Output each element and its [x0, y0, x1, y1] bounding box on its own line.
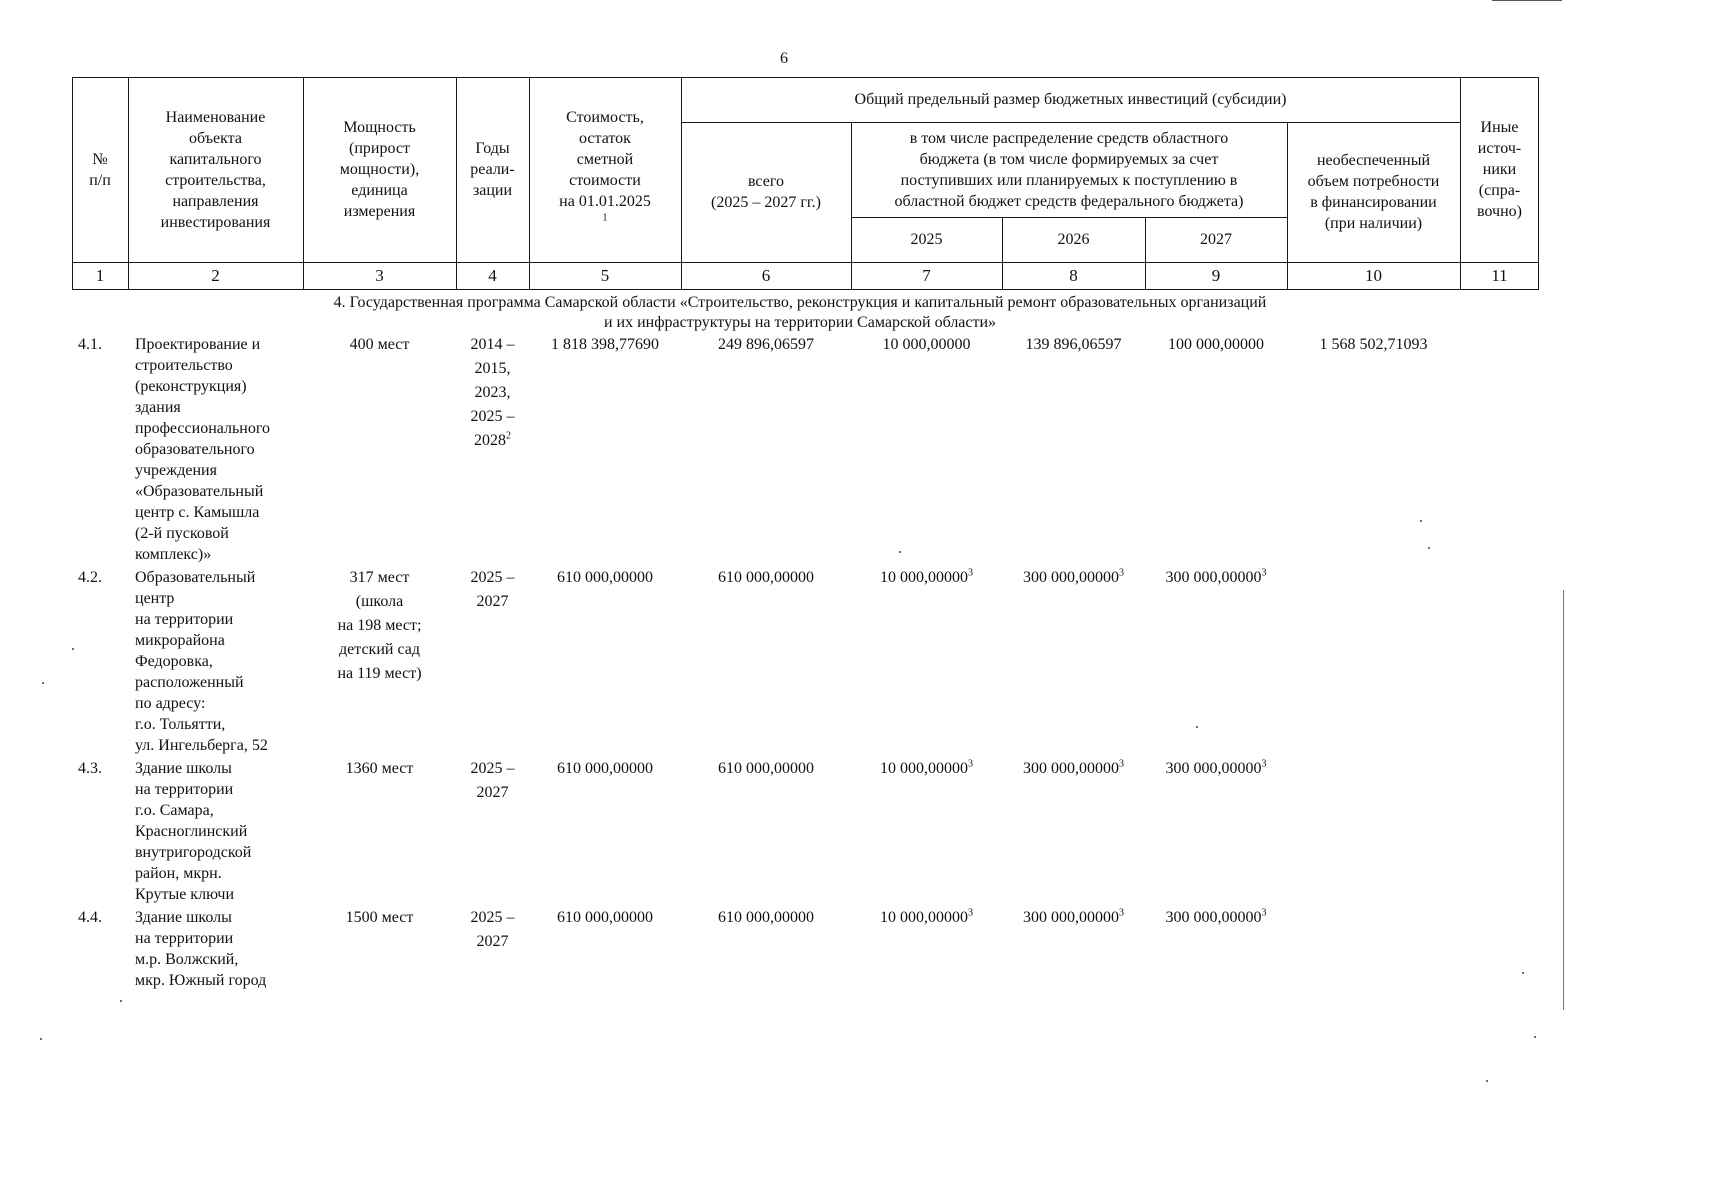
- column-number: 9: [1211, 266, 1221, 285]
- cell-text: (2-й пусковой: [135, 525, 229, 542]
- footnote-mark: 3: [968, 758, 973, 770]
- row-name: [135, 758, 303, 905]
- section-title: 4. Государственная программа Самарской области «Строительство, реконструкция и капитальный ремонт образовательных организаций и их инфраструктуры на территории Самарской области»: [333, 294, 1267, 331]
- row-y2025: [851, 334, 1002, 355]
- footnote-mark: 3: [1119, 907, 1124, 919]
- cell-text: ул. Ингельберга, 52: [135, 737, 268, 754]
- footnote-mark: 3: [1261, 567, 1267, 579]
- cell-text: 1 568 502,71093: [1319, 336, 1428, 353]
- cell-text: 300 000,00000: [1023, 909, 1119, 926]
- row-cost: [529, 907, 681, 928]
- cell-text: 300 000,00000: [1023, 569, 1119, 586]
- row-total: [681, 907, 851, 928]
- footnote-mark: 3: [1261, 758, 1267, 770]
- footnote-mark: 3: [1119, 567, 1124, 579]
- row-y2027: [1145, 567, 1287, 588]
- scan-speck: [1428, 547, 1430, 549]
- cell-text: район, мкрн.: [135, 865, 222, 882]
- row-num: [78, 334, 128, 355]
- cell-text: 2023,: [474, 384, 511, 401]
- cell-text: 2014 –: [470, 336, 515, 353]
- row-y2026: [1002, 758, 1145, 779]
- header-years: Годы реали- зации: [470, 140, 515, 199]
- row-num: [78, 758, 128, 779]
- cell-text: 1500 мест: [345, 909, 414, 926]
- row-years: [456, 907, 529, 955]
- cell-text: профессионального: [135, 420, 271, 437]
- cell-text: 2025 –: [470, 760, 515, 777]
- cell-text: г.о. Самара,: [135, 802, 214, 819]
- cell-text: 2027: [476, 784, 509, 801]
- cell-text: 2025 –: [470, 569, 515, 586]
- cell-text: 10 000,00000: [882, 336, 971, 353]
- column-number: 6: [761, 266, 771, 285]
- corner-mark: [1492, 0, 1562, 1]
- header-cost: Стоимость, остаток сметной стоимости на 01.01.2025 $^1$: [559, 108, 651, 224]
- header-year-2027: 2027: [1200, 231, 1232, 248]
- cell-text: на территории: [135, 930, 234, 947]
- row-capacity: [303, 334, 456, 358]
- footnote-mark: 3: [1261, 907, 1267, 919]
- cell-text: 610 000,00000: [557, 760, 653, 777]
- cell-text: на территории: [135, 611, 234, 628]
- cell-text: 300 000,00000: [1165, 909, 1262, 926]
- scan-speck: [40, 1038, 42, 1040]
- cell-text: 2027: [476, 593, 509, 610]
- cell-text: 10 000,00000: [880, 760, 968, 777]
- cell-text: 4.4.: [78, 909, 102, 926]
- header-unsecured: необеспеченный объем потребности в финансировании (при наличии): [1307, 152, 1440, 232]
- cell-text: Красноглинский: [135, 823, 248, 840]
- row-capacity: [303, 758, 456, 782]
- cell-text: 1360 мест: [345, 760, 414, 777]
- header-capacity: Мощность (прирост мощности), единица измерения: [339, 119, 420, 220]
- cell-text: Здание школы: [135, 760, 232, 777]
- page-number: 6: [780, 50, 788, 67]
- cell-text: на 119 мест): [337, 665, 422, 682]
- cell-text: 400 мест: [349, 336, 410, 353]
- cell-text: расположенный: [135, 674, 244, 691]
- cell-text: г.о. Тольятти,: [135, 716, 226, 733]
- scan-speck: [1196, 726, 1198, 728]
- row-years: [456, 758, 529, 806]
- scan-speck: [72, 648, 74, 650]
- column-number: 11: [1491, 266, 1508, 285]
- cell-text: 2025 –: [470, 408, 515, 425]
- row-name: [135, 907, 303, 991]
- header-number: № п/п: [89, 150, 111, 189]
- column-number: 3: [375, 266, 384, 285]
- row-unsecured: [1287, 567, 1460, 588]
- scan-speck: [1486, 1080, 1488, 1082]
- column-number: 10: [1365, 266, 1382, 285]
- footnote-mark: 1: [602, 212, 608, 224]
- cell-text: 2025 –: [470, 909, 515, 926]
- scan-speck: [1420, 520, 1422, 522]
- grid-line: [72, 262, 1539, 263]
- row-cost: [529, 758, 681, 779]
- row-years: [456, 334, 529, 454]
- row-y2026: [1002, 334, 1145, 355]
- cell-text: центр с. Камышла: [135, 504, 260, 521]
- cell-text: 2028: [474, 432, 506, 449]
- row-y2027: [1145, 334, 1287, 355]
- row-num: [78, 567, 128, 588]
- cell-text: 10 000,00000: [880, 569, 968, 586]
- cell-text: 610 000,00000: [718, 909, 814, 926]
- footnote-mark: 3: [968, 907, 973, 919]
- cell-text: 139 896,06597: [1025, 336, 1122, 353]
- cell-text: 610 000,00000: [557, 909, 653, 926]
- cell-text: Крутые ключи: [135, 886, 235, 903]
- cell-text: 300 000,00000: [1165, 569, 1262, 586]
- row-name: [135, 567, 303, 756]
- cell-text: 610 000,00000: [718, 760, 814, 777]
- cell-text: 100 000,00000: [1168, 336, 1264, 353]
- row-years: [456, 567, 529, 615]
- header-other-sources: Иные источ- ники (спра- вочно): [1477, 119, 1522, 220]
- footnote-mark: 3: [968, 567, 973, 579]
- cell-text: на 198 мест;: [337, 617, 422, 634]
- row-capacity: [303, 907, 456, 931]
- row-y2025: [851, 907, 1002, 928]
- cell-text: по адресу:: [135, 695, 206, 712]
- row-y2026: [1002, 567, 1145, 588]
- cell-text: образовательного: [135, 441, 255, 458]
- row-y2027: [1145, 907, 1287, 928]
- cell-text: внутригородской: [135, 844, 252, 861]
- column-number: 2: [211, 266, 220, 285]
- header-subgroup-title: в том числе распределение средств областного бюджета (в том числе формируемых за счет поступивших или планируемых к поступлению в областной бюджет средств федерального бюджета): [894, 129, 1244, 210]
- cell-text: здания: [135, 399, 181, 416]
- row-unsecured: [1287, 334, 1460, 355]
- column-number: 4: [488, 266, 497, 285]
- cell-text: детский сад: [339, 641, 420, 658]
- cell-text: микрорайона: [135, 632, 225, 649]
- row-y2026: [1002, 907, 1145, 928]
- cell-text: 1 818 398,77690: [551, 336, 659, 353]
- cell-text: 10 000,00000: [880, 909, 968, 926]
- cell-text: строительство: [135, 357, 233, 374]
- cell-text: учреждения: [135, 462, 217, 479]
- row-y2027: [1145, 758, 1287, 779]
- cell-text: комплекс)»: [135, 546, 212, 563]
- row-unsecured: [1287, 758, 1460, 779]
- cell-text: 249 896,06597: [718, 336, 814, 353]
- row-unsecured: [1287, 907, 1460, 928]
- cell-text: 610 000,00000: [718, 569, 814, 586]
- row-num: [78, 907, 128, 928]
- cell-text: Образовательный: [135, 569, 256, 586]
- header-year-2026: 2026: [1057, 231, 1090, 248]
- column-number: 1: [95, 266, 105, 285]
- row-total: [681, 758, 851, 779]
- cell-text: мкр. Южный город: [135, 972, 267, 989]
- cell-text: 610 000,00000: [557, 569, 653, 586]
- scan-edge: [1563, 590, 1564, 1010]
- scan-speck: [1522, 972, 1524, 974]
- row-y2025: [851, 567, 1002, 588]
- cell-text: 2027: [476, 933, 509, 950]
- cell-text: 300 000,00000: [1165, 760, 1262, 777]
- footnote-mark: 3: [1119, 758, 1124, 770]
- column-number: 8: [1069, 266, 1078, 285]
- cell-text: на территории: [135, 781, 234, 798]
- row-y2025: [851, 758, 1002, 779]
- cell-text: 4.2.: [78, 569, 102, 586]
- row-cost: [529, 334, 681, 355]
- row-total: [681, 567, 851, 588]
- cell-text: 317 мест: [349, 569, 410, 586]
- cell-text: Здание школы: [135, 909, 232, 926]
- cell-text: центр: [135, 590, 175, 607]
- cell-text: м.р. Волжский,: [135, 951, 239, 968]
- cell-text: 4.3.: [78, 760, 102, 777]
- header-total: всего (2025 – 2027 гг.): [711, 173, 821, 211]
- column-number: 5: [600, 266, 610, 285]
- cell-text: Проектирование и: [135, 336, 261, 353]
- scan-speck: [899, 551, 901, 553]
- scan-speck: [1534, 1036, 1536, 1038]
- cell-text: Федоровка,: [135, 653, 213, 670]
- scan-speck: [42, 682, 44, 684]
- row-capacity: [303, 567, 456, 687]
- cell-text: (реконструкция): [135, 378, 247, 395]
- footnote-mark: 2: [506, 430, 511, 442]
- header-object-name: Наименование объекта капитального строительства, направления инвестирования: [160, 108, 271, 231]
- column-number: 7: [922, 266, 931, 285]
- row-total: [681, 334, 851, 355]
- row-name: [135, 334, 303, 565]
- row-cost: [529, 567, 681, 588]
- scan-speck: [120, 1000, 122, 1002]
- cell-text: 2015,: [474, 360, 511, 377]
- header-year-2025: 2025: [910, 231, 943, 248]
- cell-text: 4.1.: [78, 336, 102, 353]
- cell-text: (школа: [355, 593, 404, 610]
- cell-text: 300 000,00000: [1023, 760, 1119, 777]
- cell-text: «Образовательный: [135, 483, 264, 500]
- header-group-title: Общий предельный размер бюджетных инвестиций (субсидии): [854, 91, 1287, 108]
